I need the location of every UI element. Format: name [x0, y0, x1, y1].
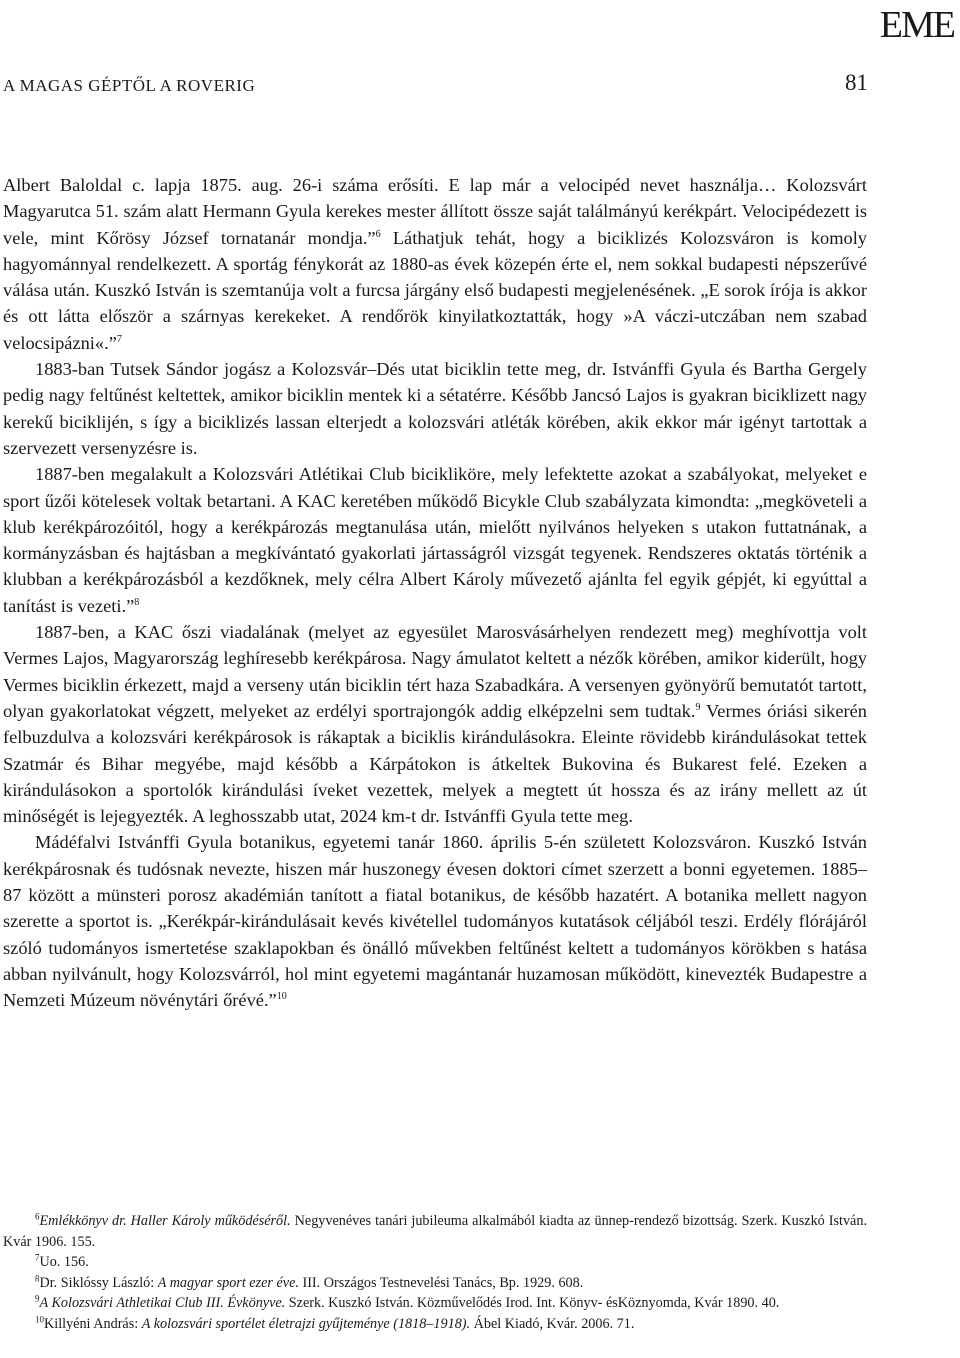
- footnote-ref: 7: [116, 333, 122, 345]
- text-run: A magyar sport ezer éve.: [157, 1274, 299, 1291]
- footnote: [3, 1273, 867, 1294]
- text-run: 1887-ben, a KAC őszi viadalának (melyet az egyesület Marosvásárhelyen rendezett meg) meghívottja volt Vermes Lajos, Magyarország leghíresebb kerékpárosa. Nagy ámulatot keltett a nézők körében, amikor kiderült, hogy Vermes biciklin érkezett, majd a verseny után biciklin tért haza Szabadkára. A versenyen gyönyörű bemutatót tartott, olyan gyakorlatokat végzett, melyeket az erdélyi sportrajongók addig elképzelni sem tudtak.: [3, 622, 867, 721]
- text-run: Dr. Siklóssy László:: [39, 1274, 158, 1291]
- text-run: Albert Baloldal c. lapja 1875. aug. 26-i száma erősíti. E lap már a velocipéd nevet használja… Kolozsvárt Magyarutca 51. szám alatt Hermann Gyula kerekes mester állított össze saját találmányú kerékpárt. Velocipédezett is vele, mint Kőrösy József tornatanár mondja.”: [3, 175, 867, 248]
- running-head: A MAGAS GÉPTŐL A ROVERIG: [3, 76, 256, 95]
- footnote-ref: 10: [276, 991, 287, 1003]
- text-run: 1887-ben megalakult a Kolozsvári Atlétikai Club bicikliköre, mely lefektette azokat a szabályokat, melyeket e sport űzői kötelesek voltak betartani. A KAC keretében működő Bicykle Club szabályzata kimondta: „megköveteli a klub kerékpározóitól, hogy a kerékpározás megtanulása után, mielőtt nyilvános helyeken s utakon futtatnának, a kormányzásban és hajtásban a megkívántató gyakorlati jártasságról vizsgát tegyenek. Rendszeres oktatás történik a klubban a kerékpározásból a kezdőknek, mely célra Albert Károly művezető ajánlta fel egyik gépjét, ki egyúttal a tanítást is vezeti.”: [3, 464, 867, 616]
- text-run: Láthatjuk tehát, hogy a biciklizés Kolozsváron is komoly hagyománnyal rendelkezett. A sportág fénykorát az 1880-as évek közepén érte el, nem sokkal budapesti népszerűvé válása után. Kuszkó István is szemtanúja volt a furcsa járgány első budapesti megjelenésének. „E sorok írója is akkor és ott látta először a szárnyas kerekeket. A rendőrök kinyilatkoztatták, hogy »A váczi-utczában nem szabad velocsipázni«.”: [3, 227, 867, 353]
- footnote-ref: 9: [35, 1293, 40, 1304]
- publisher-logo: EME: [879, 4, 954, 46]
- text-run: Szerk. Kuszkó István. Közművelődés Irod. Int. Könyv- ésKöznyomda, Kvár 1890. 40.: [285, 1295, 780, 1312]
- footnote-ref: 6: [35, 1211, 40, 1222]
- text-run: A kolozsvári sportélet életrajzi gyűjteménye (1818–1918).: [141, 1315, 471, 1332]
- paragraph: [3, 829, 867, 1013]
- text-run: Vermes óriási sikerén felbuzdulva a kolozsvári kerékpárosok is rákaptak a biciklis kirándulásokra. Eleinte rövidebb kirándulásokat tettek Szatmár és Bihar megyébe, majd később a Kárpátokon is átkeltek Bukovina és Bukarest felé. Ezeken a kirándulásokon a sportolók kirándulási íveket vezettek, melyek a megtett út hossza és az irány mellett az út minőségét is lejegyezték. A leghosszabb utat, 2024 km-t dr. Istvánffi Gyula tette meg.: [3, 700, 868, 827]
- paragraph: [3, 461, 867, 619]
- text-run: A Kolozsvári Athletikai Club III. Évkönyve.: [39, 1295, 286, 1312]
- footnote: [3, 1211, 867, 1252]
- text-run: Emlékkönyv dr. Haller Károly működéséről.: [39, 1213, 291, 1229]
- footnote: [3, 1314, 867, 1335]
- page-number: 81: [845, 70, 868, 95]
- footnote-ref: 10: [35, 1314, 44, 1325]
- paragraph: [3, 172, 867, 356]
- footnote-ref: 7: [35, 1252, 40, 1263]
- text-run: Mádéfalvi Istvánffi Gyula botanikus, egyetemi tanár 1860. április 5-én született Kolozsváron. Kuszkó István kerékpárosnak és tudósnak nevezte, hiszen már huszonegy évesen doktori címet szerzett a bonni egyetemen. 1885–87 között a münsteri porosz akadémián tanított a fiatal botanikus, de később hazatért. A botanika mellett nagyon szerette a sportot is. „Kerékpár-kirándulásait kevés kivétellel tudományos kutatások céljából teszi. Erdély flórájáról szóló tudományos ismertetése szaklapokban és önálló művekben feltűnést keltett a tudományos körökben s hatása abban nyilvánult, hogy Kolozsvárról, hol mint egyetemi magántanár huzamosan működött, kinevezték Budapestre a Nemzeti Múzeum növénytári őrévé.”: [3, 832, 867, 1011]
- text-run: Negyvenéves tanári jubileuma alkalmából kiadta az ünnep-rendező bizottság. Szerk. Kuszkó István. Kvár 1906. 155.: [3, 1213, 867, 1250]
- footnote: [3, 1293, 867, 1314]
- text-run: Ábel Kiadó, Kvár. 2006. 71.: [470, 1315, 635, 1332]
- text-run: 1883-ban Tutsek Sándor jogász a Kolozsvár–Dés utat biciklin tette meg, dr. Istvánffi Gyula és Bartha Gergely pedig nagy feltűnést keltettek, amikor biciklin mentek ki a sétatérre. Később Jancsó Lajos is gyakran biciklizett nagy kerekű biciklijén, s így a biciklizés lassan elterjedt a kolozsvári atléták körében, akik ekkor már igényt tartottak a szervezett versenyzésre is.: [3, 359, 867, 458]
- paragraph: [3, 619, 867, 829]
- text-run: III. Országos Testnevelési Tanács, Bp. 1929. 608.: [298, 1274, 584, 1291]
- footnote-ref: 8: [35, 1273, 40, 1284]
- footnote: [3, 1252, 867, 1273]
- text-run: Uo. 156.: [39, 1254, 89, 1271]
- footnote-ref: 8: [134, 596, 140, 608]
- footnotes: [3, 1211, 867, 1335]
- paragraph: [3, 356, 867, 461]
- footnote-ref: 9: [695, 701, 701, 713]
- body-text: [3, 172, 867, 1014]
- footnote-ref: 6: [375, 228, 381, 240]
- text-run: Killyéni András:: [44, 1315, 142, 1332]
